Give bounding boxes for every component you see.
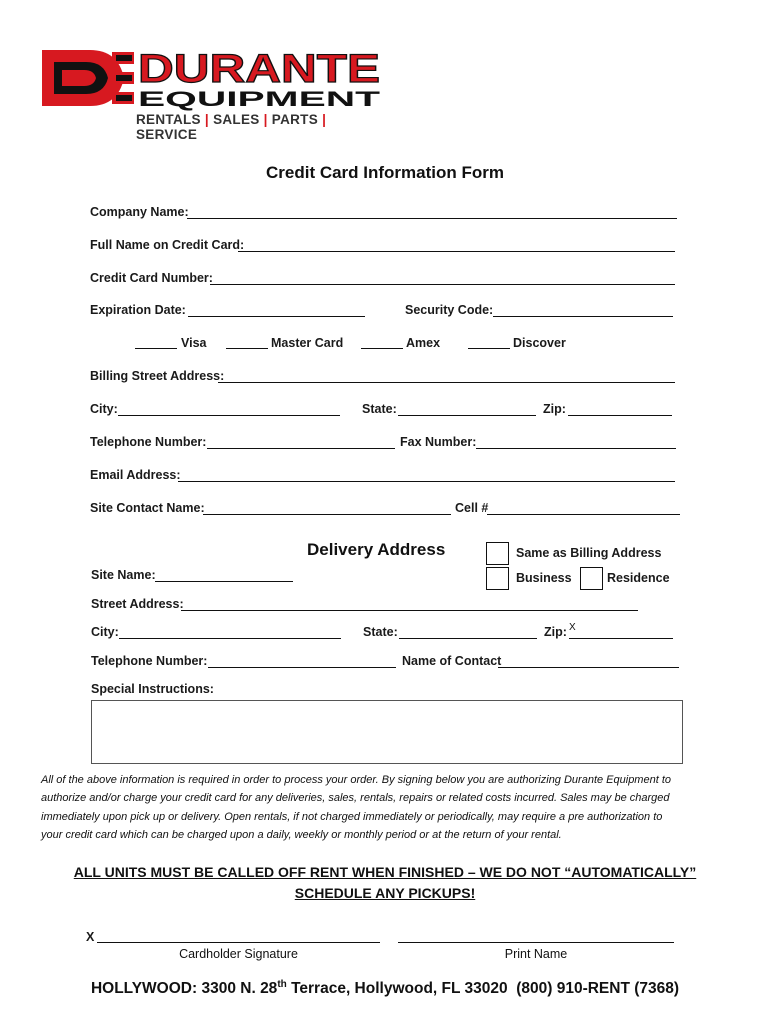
delivery-city-field[interactable]	[119, 638, 341, 639]
delivery-state-label: State:	[363, 625, 398, 639]
visa-label: Visa	[181, 336, 207, 350]
form-title: Credit Card Information Form	[265, 163, 504, 182]
same-as-billing-label: Same as Billing Address	[516, 546, 662, 560]
disclaimer-paragraph	[41, 771, 731, 844]
site-name-field[interactable]	[155, 581, 293, 582]
delivery-street-label: Street Address:	[91, 597, 184, 611]
card-number-label: Credit Card Number:	[90, 271, 213, 285]
logo-tagline	[136, 112, 388, 142]
visa-checkline[interactable]	[135, 348, 177, 349]
email-field[interactable]	[178, 481, 675, 482]
business-checkbox[interactable]	[486, 567, 509, 590]
company-logo	[38, 44, 388, 142]
logo-wordmark: DURANTE	[138, 47, 380, 91]
fax-field[interactable]	[476, 448, 676, 449]
special-instructions-text	[92, 701, 682, 709]
billing-city-label: City:	[90, 402, 118, 416]
print-name-field[interactable]	[398, 942, 674, 943]
tagline-separator: |	[204, 112, 209, 127]
durante-logo-mark	[38, 44, 388, 112]
warning-line: ALL UNITS MUST BE CALLED OFF RENT WHEN FINISHED – WE DO NOT “AUTOMATICALLY”	[73, 864, 697, 880]
card-number-field[interactable]	[210, 284, 675, 285]
expiration-label: Expiration Date:	[90, 303, 186, 317]
disclaimer-line: All of the above information is required in order to process your order. By signing below you are authorizing Durante Equipment to	[41, 774, 671, 786]
delivery-city-label: City:	[91, 625, 119, 639]
print-name-label: Print Name	[504, 947, 568, 961]
tagline-sales: SALES	[213, 112, 260, 127]
full-name-field[interactable]	[238, 251, 675, 252]
footer-address	[0, 979, 770, 998]
telephone-field[interactable]	[207, 448, 395, 449]
site-contact-field[interactable]	[203, 514, 451, 515]
cardholder-signature-field[interactable]	[97, 942, 380, 943]
site-contact-label: Site Contact Name:	[90, 501, 205, 515]
footer-street-number: 3300 N. 28	[201, 980, 278, 998]
mastercard-label: Master Card	[271, 336, 344, 350]
delivery-telephone-field[interactable]	[208, 667, 396, 668]
same-as-billing-checkbox[interactable]	[486, 542, 509, 565]
tagline-rentals: RENTALS	[136, 112, 201, 127]
full-name-label: Full Name on Credit Card:	[90, 238, 245, 252]
disclaimer-line: your credit card which can be charged upon a daily, weekly or monthly period or at the return of your rental.	[41, 828, 562, 841]
delivery-street-field[interactable]	[181, 610, 638, 611]
billing-zip-field[interactable]	[568, 415, 672, 416]
cell-field[interactable]	[487, 514, 680, 515]
footer-street-suffix: th	[277, 979, 287, 990]
delivery-zip-label: Zip:	[544, 625, 567, 639]
discover-checkline[interactable]	[468, 348, 510, 349]
delivery-zip-value: X	[569, 622, 576, 633]
mastercard-checkline[interactable]	[226, 348, 268, 349]
security-code-field[interactable]	[493, 316, 673, 317]
security-code-label: Security Code:	[405, 303, 494, 317]
tagline-service: SERVICE	[136, 127, 198, 142]
billing-address-label: Billing Street Address:	[90, 369, 225, 383]
company-name-label: Company Name:	[90, 205, 189, 219]
footer-street: Terrace, Hollywood, FL 33020	[291, 980, 508, 998]
logo-subwordmark: EQUIPMENT	[138, 88, 381, 111]
special-instructions-label: Special Instructions:	[91, 682, 214, 696]
tagline-separator: |	[322, 112, 327, 127]
contact-field[interactable]	[498, 667, 679, 668]
delivery-heading: Delivery Address	[307, 540, 446, 559]
amex-label: Amex	[406, 336, 441, 350]
tagline-separator: |	[263, 112, 268, 127]
company-name-field[interactable]	[187, 218, 677, 219]
footer-phone: (800) 910-RENT (7368)	[516, 980, 680, 998]
tagline-parts: PARTS	[271, 112, 319, 127]
billing-address-field[interactable]	[218, 382, 675, 383]
delivery-zip-field[interactable]	[569, 638, 673, 639]
billing-state-label: State:	[362, 402, 397, 416]
delivery-state-field[interactable]	[399, 638, 537, 639]
residence-label: Residence	[607, 571, 670, 585]
expiration-field[interactable]	[188, 316, 365, 317]
footer-location: HOLLYWOOD:	[90, 980, 198, 998]
contact-label: Name of Contact	[402, 654, 502, 668]
billing-state-field[interactable]	[398, 415, 536, 416]
delivery-telephone-label: Telephone Number:	[91, 654, 208, 668]
email-label: Email Address:	[90, 468, 181, 482]
fax-label: Fax Number:	[400, 435, 477, 449]
business-label: Business	[516, 571, 572, 585]
signature-x-mark: X	[86, 930, 95, 944]
amex-checkline[interactable]	[361, 348, 403, 349]
cell-label: Cell #	[455, 501, 489, 515]
residence-checkbox[interactable]	[580, 567, 603, 590]
discover-label: Discover	[513, 336, 566, 350]
disclaimer-line: immediately upon pick up or delivery. Open rentals, if not charged immediately or periodically, may require a pre authorization to	[41, 810, 663, 823]
telephone-label: Telephone Number:	[90, 435, 207, 449]
cardholder-signature-label: Cardholder Signature	[179, 947, 298, 961]
special-instructions-box[interactable]	[91, 700, 683, 764]
warning-notice	[0, 862, 770, 904]
billing-city-field[interactable]	[118, 415, 340, 416]
site-name-label: Site Name:	[91, 568, 156, 582]
disclaimer-line: authorize and/or charge your credit card for any deliveries, sales, rentals, repairs or related costs incurred. Sales may be charged	[41, 792, 670, 805]
warning-line: SCHEDULE ANY PICKUPS!	[294, 885, 476, 901]
billing-zip-label: Zip:	[543, 402, 566, 416]
